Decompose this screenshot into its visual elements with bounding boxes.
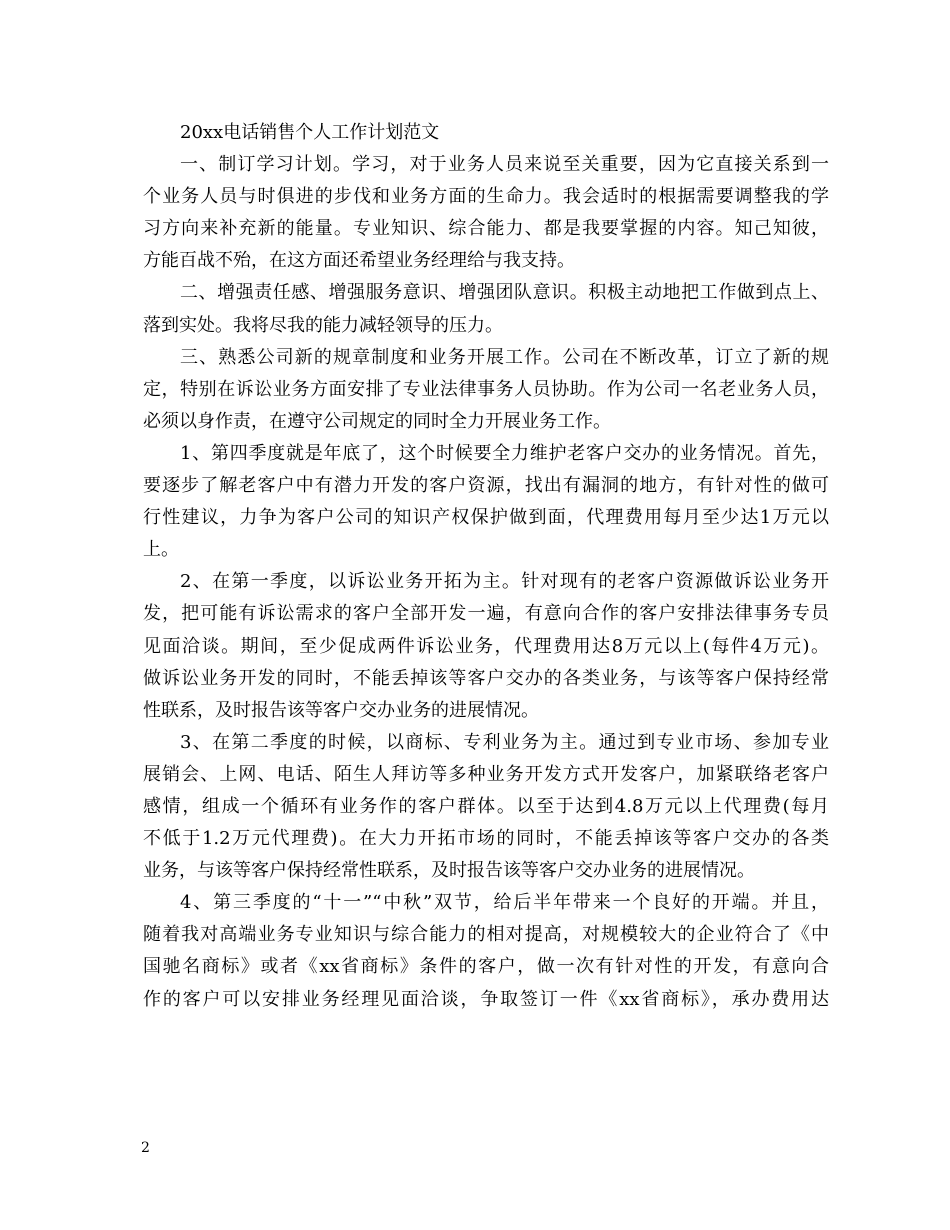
paragraph-1-line: 个业务人员与时俱进的步伐和业务方面的生命力。我会适时的根据需要调整我的学: [143, 186, 829, 208]
paragraph-3-line: 定，特别在诉讼业务方面安排了专业法律事务人员协助。作为公司一名老业务人员，: [143, 378, 829, 400]
document-body: [143, 117, 829, 1016]
paragraph-2-line: 落到实处。我将尽我的能力减轻领导的压力。: [143, 314, 503, 336]
paragraph-1-line: 方能百战不殆，在这方面还希望业务经理给与我支持。: [143, 250, 575, 272]
paragraph-7-line: 随着我对高端业务专业知识与综合能力的相对提高，对规模较大的企业符合了《中: [143, 924, 829, 946]
paragraph-7-line: 4、第三季度的“十一”“中秋”双节，给后半年带来一个良好的开端。并且，: [180, 892, 829, 914]
paragraph-4-line: 行性建议，力争为客户公司的知识产权保护做到面，代理费用每月至少达1万元以: [143, 507, 829, 529]
page-number: 2: [141, 1140, 150, 1156]
paragraph-5-line: 发，把可能有诉讼需求的客户全部开发一遍，有意向合作的客户安排法律事务专员: [143, 603, 829, 625]
document-title: 20xx电话销售个人工作计划范文: [180, 122, 440, 143]
paragraph-1-line: 习方向来补充新的能量。专业知识、综合能力、都是我要掌握的内容。知己知彼，: [143, 218, 829, 240]
paragraph-5-line: 2、在第一季度，以诉讼业务开拓为主。针对现有的老客户资源做诉讼业务开: [180, 571, 829, 593]
paragraph-5-line: 性联系，及时报告该等客户交办业务的进展情况。: [143, 699, 539, 721]
paragraph-6-line: 展销会、上网、电话、陌生人拜访等多种业务开发方式开发客户，加紧联络老客户: [143, 763, 829, 785]
paragraph-6-line: 不低于1.2万元代理费)。在大力开拓市场的同时，不能丢掉该等客户交办的各类: [143, 828, 829, 850]
paragraph-7-line: 作的客户可以安排业务经理见面洽谈，争取签订一件《xx省商标》，承办费用达: [143, 988, 829, 1010]
paragraph-5-line: 做诉讼业务开发的同时，不能丢掉该等客户交办的各类业务，与该等客户保持经常: [143, 667, 829, 689]
paragraph-1-line: 一、制订学习计划。学习，对于业务人员来说至关重要，因为它直接关系到一: [180, 154, 829, 176]
paragraph-4-line: 上。: [143, 539, 179, 561]
paragraph-6-line: 3、在第二季度的时候，以商标、专利业务为主。通过到专业市场、参加专业: [180, 731, 829, 753]
paragraph-2-line: 二、增强责任感、增强服务意识、增强团队意识。积极主动地把工作做到点上、: [180, 282, 829, 304]
paragraph-4-line: 要逐步了解老客户中有潜力开发的客户资源，找出有漏洞的地方，有针对性的做可: [143, 475, 829, 497]
paragraph-7-line: 国驰名商标》或者《xx省商标》条件的客户，做一次有针对性的开发，有意向合: [143, 956, 829, 978]
paragraph-5-line: 见面洽谈。期间，至少促成两件诉讼业务，代理费用达8万元以上(每件4万元)。: [143, 635, 829, 657]
paragraph-6-line: 业务，与该等客户保持经常性联系，及时报告该等客户交办业务的进展情况。: [143, 860, 755, 882]
paragraph-3-line: 必须以身作责，在遵守公司规定的同时全力开展业务工作。: [143, 410, 611, 432]
paragraph-6-line: 感情，组成一个循环有业务作的客户群体。以至于达到4.8万元以上代理费(每月: [143, 795, 829, 817]
paragraph-3-line: 三、熟悉公司新的规章制度和业务开展工作。公司在不断改革，订立了新的规: [180, 346, 829, 368]
paragraph-4-line: 1、第四季度就是年底了，这个时候要全力维护老客户交办的业务情况。首先，: [180, 442, 829, 464]
